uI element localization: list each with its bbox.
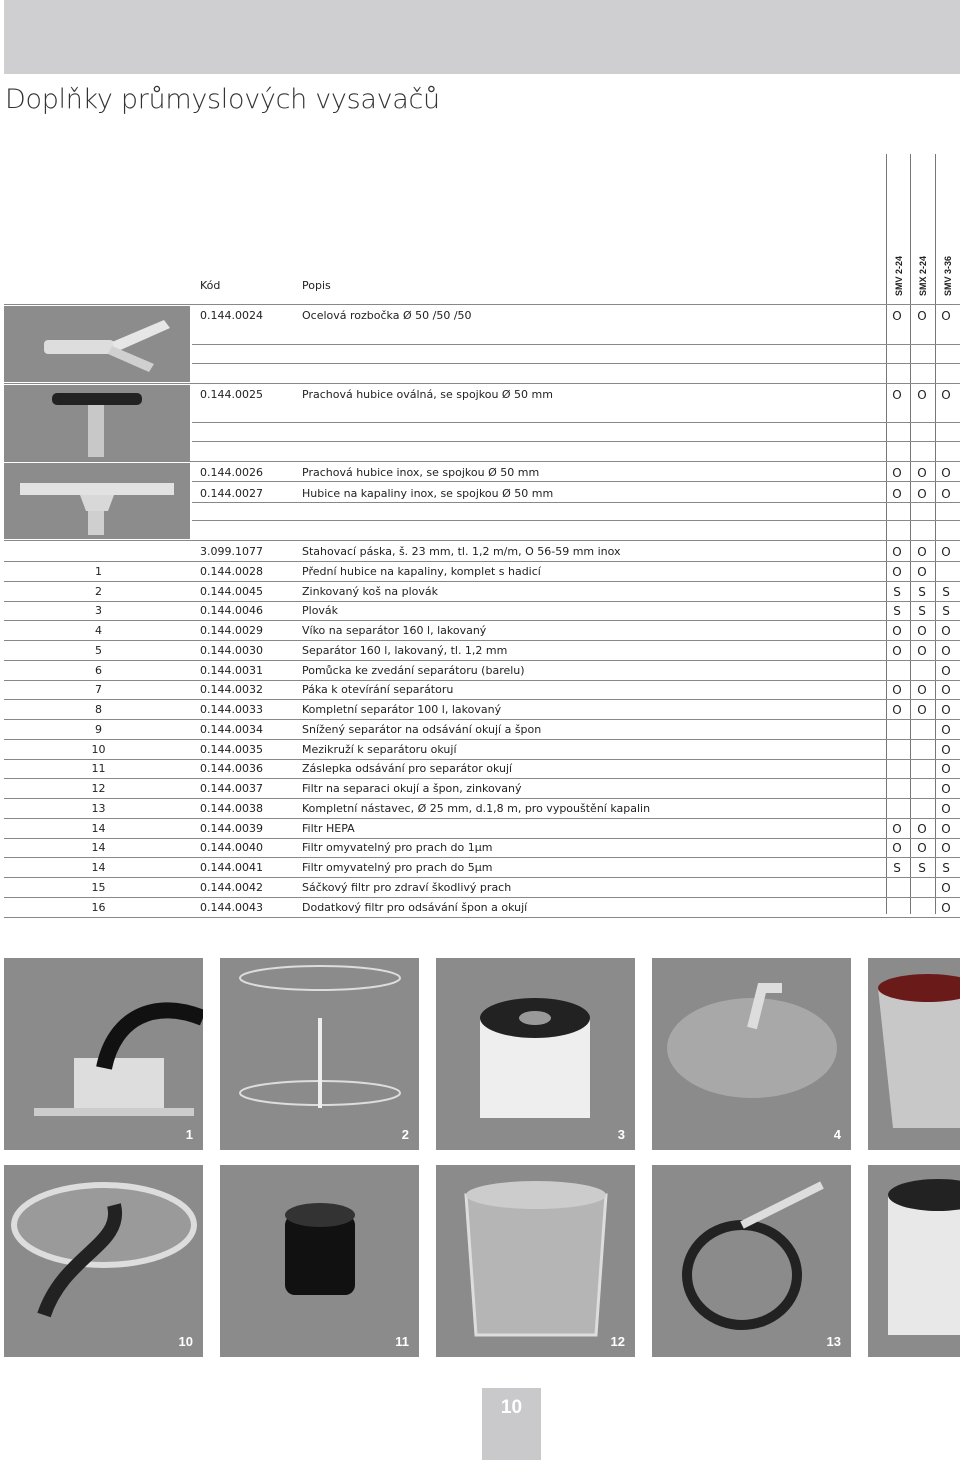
table-row (4, 878, 960, 897)
mark: O (917, 644, 927, 658)
description: Separátor 160 l, lakovaný, tl. 1,2 mm (302, 644, 508, 657)
column-header-model-1: SMV 2-24 (894, 255, 904, 296)
header-bar (4, 0, 960, 74)
separator-barrel-icon (868, 958, 960, 1150)
table-row (4, 740, 960, 759)
hose-attachment-icon (652, 1165, 851, 1357)
item-number: 4 (95, 624, 102, 637)
table-row (4, 484, 960, 503)
code: 0.144.0032 (200, 683, 263, 696)
mark: O (917, 309, 927, 323)
mark: S (893, 604, 901, 618)
code: 0.144.0030 (200, 644, 263, 657)
mark: O (941, 723, 951, 737)
photo-item-10 (4, 1165, 203, 1357)
table-row (4, 463, 960, 482)
float-basket-icon (220, 958, 419, 1150)
mark: O (917, 841, 927, 855)
photo-item-3 (436, 958, 635, 1150)
table-row (4, 898, 960, 917)
description: Snížený separátor na odsávání okují a špon (302, 723, 542, 736)
table-row (4, 542, 960, 561)
photo-item-5 (868, 958, 960, 1150)
item-number: 16 (91, 901, 106, 914)
code: 0.144.0039 (200, 822, 263, 835)
code: 0.144.0029 (200, 624, 263, 637)
float-icon (436, 958, 635, 1150)
blind-cap-icon (220, 1165, 419, 1357)
mark: O (941, 309, 951, 323)
table-row (4, 385, 960, 404)
table-row (4, 306, 960, 325)
code: 0.144.0040 (200, 841, 263, 854)
item-number: 12 (91, 782, 106, 795)
code: 0.144.0033 (200, 703, 263, 716)
table-row (4, 819, 960, 838)
mark: O (892, 644, 902, 658)
code: 0.144.0028 (200, 565, 263, 578)
mark: O (941, 762, 951, 776)
mark: O (917, 565, 927, 579)
item-number: 3 (95, 604, 102, 617)
description: Filtr HEPA (302, 822, 355, 835)
photo-label: 4 (833, 1127, 841, 1142)
description: Filtr na separaci okují a špon, zinkovaný (302, 782, 522, 795)
code: 0.144.0024 (200, 309, 263, 322)
mark: O (892, 703, 902, 717)
mark: O (892, 487, 902, 501)
item-number: 14 (91, 861, 106, 874)
description: Kompletní separátor 100 l, lakovaný (302, 703, 502, 716)
mark: O (941, 901, 951, 915)
mark: S (942, 604, 950, 618)
description: Prachová hubice inox, se spojkou Ø 50 mm (302, 466, 540, 479)
mark: O (892, 624, 902, 638)
description: Plovák (302, 604, 339, 617)
item-number: 14 (91, 822, 106, 835)
description: Pomůcka ke zvedání separátoru (barelu) (302, 664, 525, 677)
mark: O (941, 545, 951, 559)
mark: O (917, 624, 927, 638)
mark: S (918, 604, 926, 618)
mark: O (941, 743, 951, 757)
mark: O (892, 822, 902, 836)
table-rule (192, 441, 960, 442)
hepa-filter-icon (868, 1165, 960, 1357)
description: Přední hubice na kapaliny, komplet s hadicí (302, 565, 541, 578)
table-row (4, 759, 960, 778)
column-header-model-3: SMV 3-36 (943, 255, 953, 296)
description: Záslepka odsávání pro separátor okují (302, 762, 513, 775)
mark: O (892, 388, 902, 402)
description: Sáčkový filtr pro zdraví škodlivý prach (302, 881, 512, 894)
mark: O (941, 388, 951, 402)
item-number: 8 (95, 703, 102, 716)
mark: O (941, 881, 951, 895)
mark: S (893, 861, 901, 875)
code: 0.144.0041 (200, 861, 263, 874)
separator-lid-icon (652, 958, 851, 1150)
code: 0.144.0045 (200, 585, 263, 598)
photo-item-14 (868, 1165, 960, 1357)
description: Stahovací páska, š. 23 mm, tl. 1,2 m/m, O 56-59 mm inox (302, 545, 621, 558)
description: Filtr omyvatelný pro prach do 1μm (302, 841, 493, 854)
table-row (4, 700, 960, 719)
item-number: 5 (95, 644, 102, 657)
table-row (4, 838, 960, 857)
mark: O (917, 487, 927, 501)
mark: O (941, 782, 951, 796)
spacer-ring-icon (4, 1165, 203, 1357)
photo-label: 2 (401, 1127, 409, 1142)
description: Hubice na kapaliny inox, se spojkou Ø 50 mm (302, 487, 554, 500)
description: Víko na separátor 160 l, lakovaný (302, 624, 487, 637)
description: Zinkovaný koš na plovák (302, 585, 439, 598)
photo-item-11 (220, 1165, 419, 1357)
mark: S (918, 585, 926, 599)
table-row (4, 641, 960, 660)
table-row (4, 799, 960, 818)
item-number: 11 (91, 762, 106, 775)
code: 0.144.0036 (200, 762, 263, 775)
table-row (4, 601, 960, 620)
mark: S (942, 585, 950, 599)
table-row (4, 779, 960, 798)
item-number: 15 (91, 881, 106, 894)
description: Dodatkový filtr pro odsávání špon a okují (302, 901, 528, 914)
filter-basket-icon (436, 1165, 635, 1357)
item-number: 6 (95, 664, 102, 677)
mark: O (892, 309, 902, 323)
item-number: 10 (91, 743, 106, 756)
code: 0.144.0038 (200, 802, 263, 815)
photo-label: 1 (185, 1127, 193, 1142)
table-rule (4, 383, 960, 384)
mark: S (918, 861, 926, 875)
mark: O (917, 545, 927, 559)
table-rule (4, 917, 960, 918)
description: Páka k otevírání separátoru (302, 683, 454, 696)
description: Prachová hubice oválná, se spojkou Ø 50 mm (302, 388, 553, 401)
item-number: 14 (91, 841, 106, 854)
mark: O (917, 388, 927, 402)
table-row (4, 582, 960, 601)
description: Mezikruží k separátoru okují (302, 743, 457, 756)
description: Kompletní nástavec, Ø 25 mm, d.1,8 m, pro vypouštění kapalin (302, 802, 651, 815)
photo-label: 12 (610, 1334, 625, 1349)
mark: O (941, 664, 951, 678)
code: 0.144.0043 (200, 901, 263, 914)
mark: O (941, 683, 951, 697)
photo-item-13 (652, 1165, 851, 1357)
mark: O (892, 565, 902, 579)
mark: O (941, 487, 951, 501)
table-rule (192, 344, 960, 345)
column-header-description: Popis (302, 279, 331, 292)
description: Filtr omyvatelný pro prach do 5μm (302, 861, 493, 874)
photo-item-4 (652, 958, 851, 1150)
photo-label: 3 (617, 1127, 625, 1142)
mark: O (941, 841, 951, 855)
code: 0.144.0031 (200, 664, 263, 677)
page-number: 10 (482, 1388, 541, 1460)
item-number: 1 (95, 565, 102, 578)
mark: S (893, 585, 901, 599)
mark: O (892, 466, 902, 480)
code: 0.144.0026 (200, 466, 263, 479)
photo-label: 10 (178, 1334, 193, 1349)
photo-label: 13 (826, 1334, 841, 1349)
code: 3.099.1077 (200, 545, 263, 558)
table-rule (4, 304, 960, 305)
mark: O (941, 802, 951, 816)
code: 0.144.0046 (200, 604, 263, 617)
photo-label: 11 (395, 1334, 409, 1349)
table-row (4, 661, 960, 680)
description: Ocelová rozbočka Ø 50 /50 /50 (302, 309, 472, 322)
table-rule (192, 422, 960, 423)
code: 0.144.0027 (200, 487, 263, 500)
column-header-model-2: SMX 2-24 (918, 255, 928, 296)
table-rule (192, 363, 960, 364)
code: 0.144.0042 (200, 881, 263, 894)
mark: O (917, 466, 927, 480)
item-number: 9 (95, 723, 102, 736)
table-rule (192, 520, 960, 521)
item-number: 7 (95, 683, 102, 696)
photo-item-2 (220, 958, 419, 1150)
mark: O (941, 644, 951, 658)
photo-item-1 (4, 958, 203, 1150)
code: 0.144.0035 (200, 743, 263, 756)
mark: O (941, 466, 951, 480)
table-row (4, 680, 960, 699)
page-title: Doplňky průmyslových vysavačů (5, 84, 440, 115)
code: 0.144.0025 (200, 388, 263, 401)
item-number: 2 (95, 585, 102, 598)
mark: O (941, 703, 951, 717)
table-rule (4, 461, 960, 462)
table-row (4, 858, 960, 877)
mark: S (942, 861, 950, 875)
column-header-code: Kód (200, 279, 221, 292)
mark: O (941, 822, 951, 836)
mark: O (917, 703, 927, 717)
mark: O (917, 822, 927, 836)
code: 0.144.0037 (200, 782, 263, 795)
table-row (4, 621, 960, 640)
item-number: 13 (91, 802, 106, 815)
mark: O (892, 841, 902, 855)
mark: O (941, 624, 951, 638)
photo-item-12 (436, 1165, 635, 1357)
table-rule (4, 540, 960, 541)
mark: O (917, 683, 927, 697)
table-row (4, 562, 960, 581)
front-nozzle-icon (4, 958, 203, 1150)
mark: O (892, 545, 902, 559)
mark: O (892, 683, 902, 697)
code: 0.144.0034 (200, 723, 263, 736)
table-row (4, 720, 960, 739)
